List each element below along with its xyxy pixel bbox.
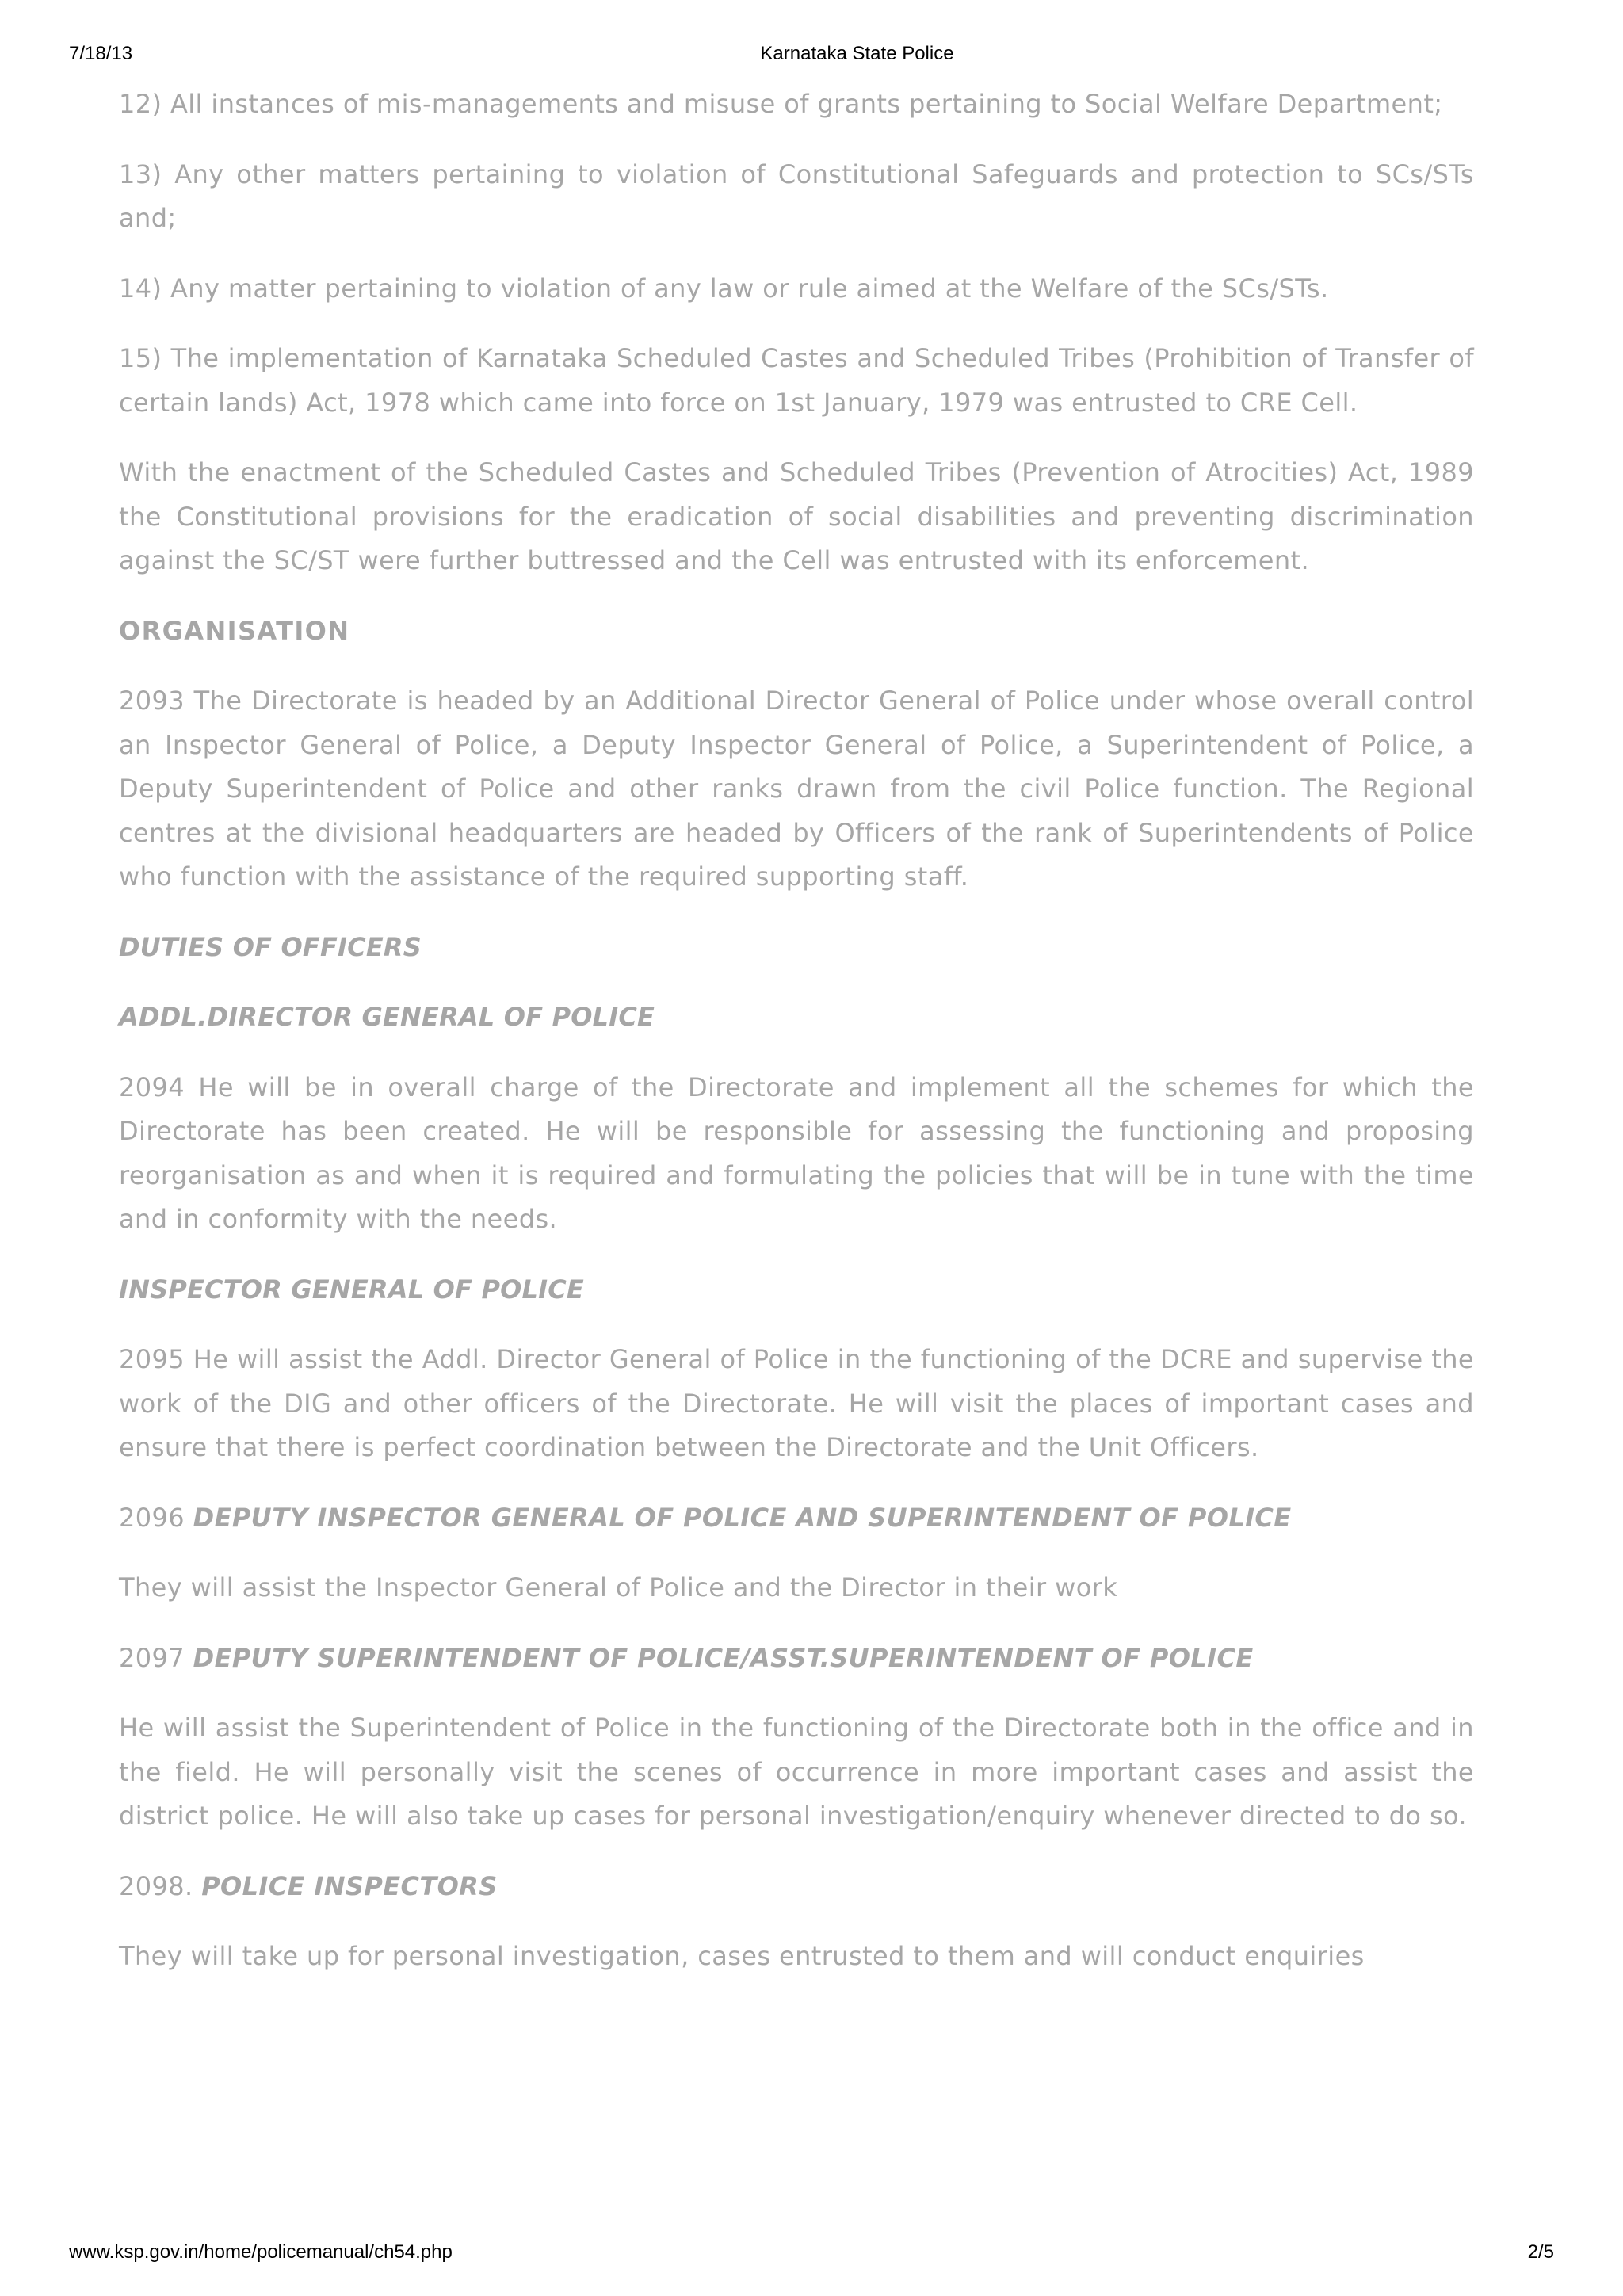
heading-addl-director-general: ADDL.DIRECTOR GENERAL OF POLICE (119, 1002, 655, 1032)
heading-2096 (119, 1496, 1474, 1541)
page-title: Karnataka State Police (760, 43, 954, 64)
paragraph-2094: 2094 He will be in overall charge of the Directorate and implement all the schemes for which the Directorate has been created. He will be responsible for assessing the functioning and proposing reorganisation as and when it is required and formulating the policies that will be in tune with the time and in conformity with the needs. (119, 1072, 1474, 1234)
paragraph-14: 14) Any matter pertaining to violation of any law or rule aimed at the Welfare of the SCs/STs. (119, 273, 1329, 304)
page-number: 2/5 (1527, 2241, 1554, 2263)
heading-inspector-general: INSPECTOR GENERAL OF POLICE (119, 1274, 584, 1305)
section-number-2097: 2097 (119, 1642, 193, 1673)
paragraph-15: 15) The implementation of Karnataka Scheduled Castes and Scheduled Tribes (Prohibition of Transfer of certain lands) Act, 1978 which came into force on 1st January, 1979 was entrusted to CRE Cell. (119, 343, 1474, 418)
document-body (119, 82, 1474, 2005)
page-header (0, 43, 1623, 67)
print-date: 7/18/13 (69, 43, 133, 64)
page-footer (0, 2241, 1623, 2265)
paragraph-2093: 2093 The Directorate is headed by an Additional Director General of Police under whose overall control an Inspector General of Police, a Deputy Inspector General of Police, a Superintendent of Police, a Deputy Superintendent of Police and other ranks drawn from the civil Police function. The Regional centres at the divisional headquarters are headed by Officers of the rank of Superintendents of Police who function with the assistance of the required supporting staff. (119, 686, 1474, 892)
section-title-2096: DEPUTY INSPECTOR GENERAL OF POLICE AND SUPERINTENDENT OF POLICE (193, 1502, 1292, 1533)
heading-2098 (119, 1865, 1474, 1909)
section-number-2096: 2096 (119, 1502, 193, 1533)
paragraph-enactment: With the enactment of the Scheduled Castes and Scheduled Tribes (Prevention of Atrocities) Act, 1989 the Constitutional provisions for the eradication of social disabilities and preventing discrimination against the SC/ST were further buttressed and the Cell was entrusted with its enforcement. (119, 457, 1474, 575)
paragraph-2097: He will assist the Superintendent of Police in the functioning of the Directorate both in the office and in the field. He will personally visit the scenes of occurrence in more important cases and assist the district police. He will also take up cases for personal investigation/enquiry whenever directed to do so. (119, 1713, 1474, 1831)
paragraph-2095: 2095 He will assist the Addl. Director General of Police in the functioning of the DCRE and supervise the work of the DIG and other officers of the Directorate. He will visit the places of important cases and ensure that there is perfect coordination between the Directorate and the Unit Officers. (119, 1344, 1474, 1462)
section-number-2098: 2098. (119, 1870, 202, 1901)
source-url: www.ksp.gov.in/home/policemanual/ch54.php (69, 2241, 453, 2263)
paragraph-13: 13) Any other matters pertaining to violation of Constitutional Safeguards and protection to SCs/STs and; (119, 159, 1474, 233)
section-title-2098: POLICE INSPECTORS (201, 1870, 498, 1901)
heading-duties-of-officers: DUTIES OF OFFICERS (119, 931, 422, 962)
paragraph-2096: They will assist the Inspector General of Police and the Director in their work (119, 1572, 1118, 1603)
paragraph-12: 12) All instances of mis-managements and misuse of grants pertaining to Social Welfare Department; (119, 89, 1443, 119)
heading-organisation: ORGANISATION (119, 615, 350, 646)
heading-2097 (119, 1637, 1474, 1681)
section-title-2097: DEPUTY SUPERINTENDENT OF POLICE/ASST.SUPERINTENDENT OF POLICE (193, 1642, 1254, 1673)
paragraph-2098: They will take up for personal investigation, cases entrusted to them and will conduct enquiries (119, 1941, 1365, 1971)
